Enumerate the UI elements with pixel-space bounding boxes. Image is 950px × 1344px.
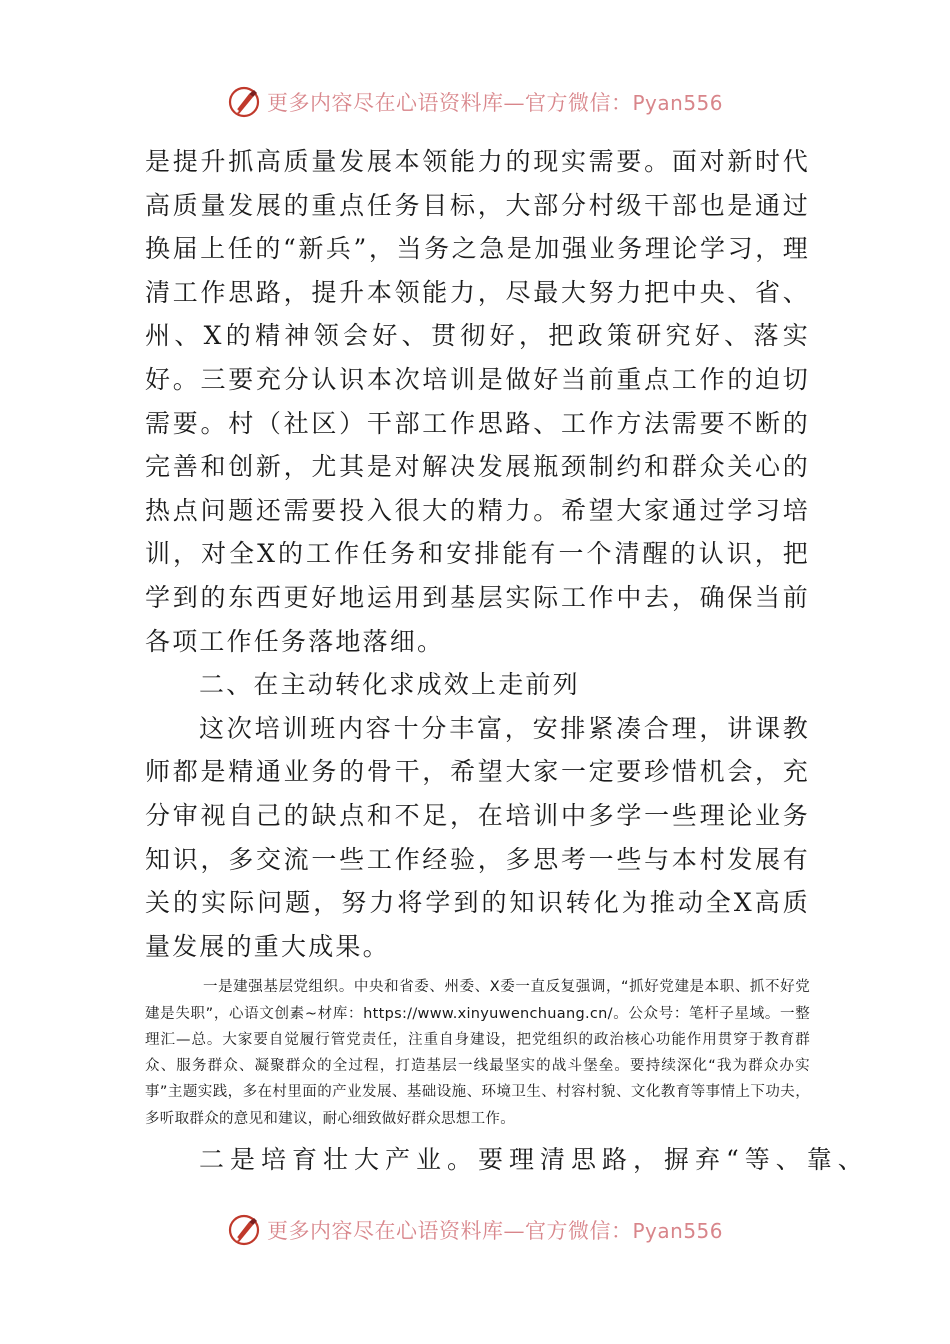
body-paragraph-3-start: 二是培育壮大产业。要理清思路，摒弃“等、靠、: [199, 1145, 869, 1175]
small-print-paragraph: 一是建强基层党组织。中央和省委、州委、X委一直反复强调，“抓好党建是本职、抓不好党建是失职”，心语文创素~材库：https://www.xinyuwenchuang.cn/。公众号：笔杆子星域。一整理汇—总。大家要自觉履行管党责任，注重自身建设，把党组织的政治核心功能作用贯穿于教育群众、服务群众、凝聚群众的全过程，打造基层一线最坚实的战斗堡垒。要持续深化“我为群众办实事”主题实践，多在村里面的产业发展、基础设施、环境卫生、村容村貌、文化教育等事情上下功夫，多听取群众的意见和建议，耐心细致做好群众思想工作。: [145, 979, 810, 1127]
pen-nib-logo-icon: [227, 85, 261, 119]
banner-text: 更多内容尽在心语资料库—官方微信：Pyan556: [266, 91, 723, 115]
pen-nib-logo-icon: [227, 1213, 261, 1247]
body-paragraph-2: 这次培训班内容十分丰富，安排紧凑合理，讲课教师都是精通业务的骨干，希望大家一定要珍惜机会，充分审视自己的缺点和不足，在培训中多学一些理论业务知识，多交流一些工作经验，多思考一些与本村发展有关的实际问题，努力将学到的知识转化为推动全X高质量发展的重大成果。: [145, 713, 810, 961]
footer-watermark-banner: [0, 1210, 950, 1250]
header-watermark-banner: [0, 82, 950, 122]
document-body: [145, 140, 869, 1207]
section-heading-2: 二、在主动转化求成效上走前列: [199, 670, 580, 700]
banner-text: 更多内容尽在心语资料库—官方微信：Pyan556: [266, 1219, 723, 1243]
body-paragraph-1: 是提升抓高质量发展本领能力的现实需要。面对新时代高质量发展的重点任务目标，大部分村级干部也是通过换届上任的“新兵”，当务之急是加强业务理论学习，理清工作思路，提升本领能力，尽最大努力把中央、省、州、X的精神领会好、贯彻好，把政策研究好、落实好。三要充分认识本次培训是做好当前重点工作的迫切需要。村（社区）干部工作思路、工作方法需要不断的完善和创新，尤其是对解决发展瓶颈制约和群众关心的热点问题还需要投入很大的精力。希望大家通过学习培训，对全X的工作任务和安排能有一个清醒的认识，把学到的东西更好地运用到基层实际工作中去，确保当前各项工作任务落地落细。: [145, 147, 810, 656]
